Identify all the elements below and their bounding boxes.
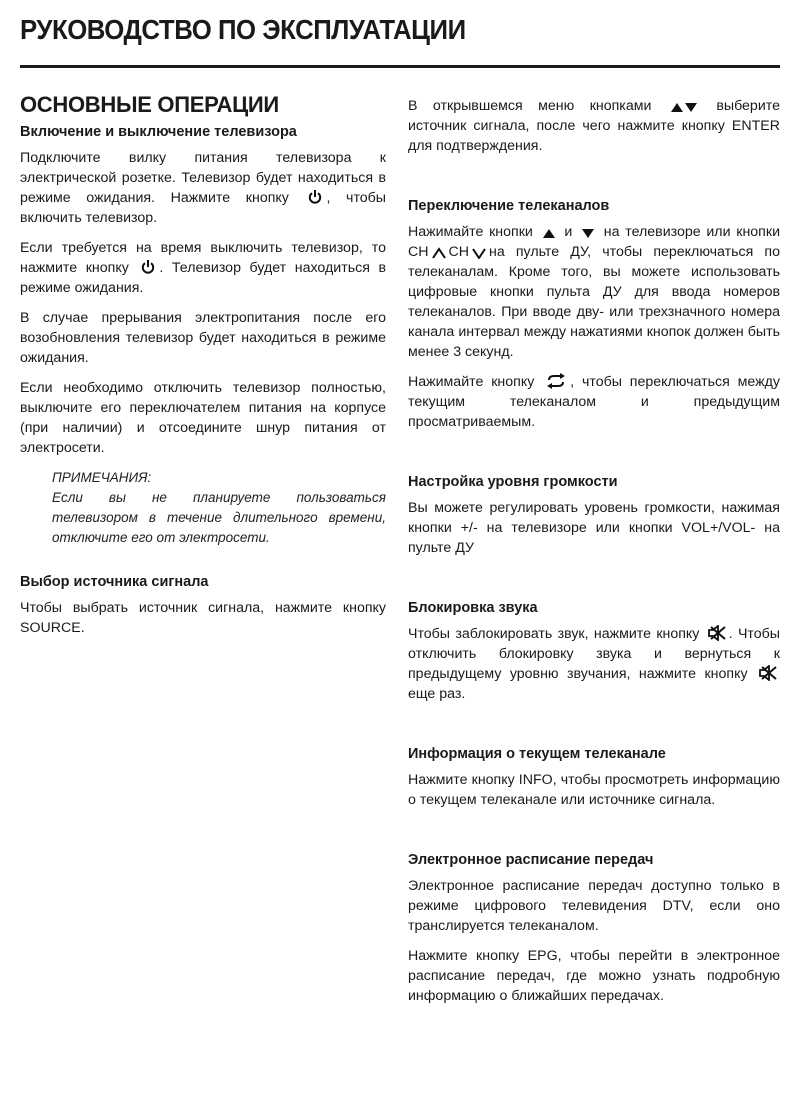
mute-heading: Блокировка звука xyxy=(408,600,538,616)
power-paragraph-3: В случае прерывания электропитания после его возобновления телевизор будет находиться в режиме ожидания. xyxy=(20,310,386,366)
mute-paragraph-1: Чтобы заблокировать звук, нажмите кнопку . Чтобы отключить блокировку звука и вернуться к предыдущему уровню звучания, нажмите кнопку еще раз. xyxy=(408,626,780,702)
info-paragraph-1: Нажмите кнопку INFO, чтобы просмотреть информацию о текущем телеканале или источнике сигнала. xyxy=(408,772,780,808)
title-rule xyxy=(20,65,780,68)
note-block xyxy=(20,468,386,548)
note-text: Если вы не планируете пользоваться телевизором в течение длительного времени, отключите его от электросети. xyxy=(52,490,386,545)
epg-paragraph-1: Электронное расписание передач доступно только в режиме цифрового телевидения DTV, если оно транслируется телеканалом. xyxy=(408,878,780,934)
source-paragraph-1: Чтобы выбрать источник сигнала, нажмите кнопку SOURCE. xyxy=(20,600,386,636)
arrow-up-icon xyxy=(542,227,556,239)
info-heading: Информация о текущем телеканале xyxy=(408,746,666,762)
power-icon xyxy=(140,259,156,275)
page-title: РУКОВОДСТВО ПО ЭКСПЛУАТАЦИИ xyxy=(20,14,466,45)
left-column xyxy=(20,92,386,648)
volume-paragraph-1: Вы можете регулировать уровень громкости, нажимая кнопки +/- на телевизоре или кнопки VOL+/VOL- на пульте ДУ xyxy=(408,500,780,556)
power-paragraph-4: Если необходимо отключить телевизор полностью, выключите его переключателем питания на корпусе (при наличии) и отсоедините шнур питания от электросети. xyxy=(20,380,386,456)
arrow-up-down-icon xyxy=(670,101,698,113)
epg-paragraph-2: Нажмите кнопку EPG, чтобы перейти в электронное расписание передач, где можно узнать подробную информацию о ближайших передачах. xyxy=(408,948,780,1004)
source-paragraph-2: В открывшемся меню кнопками выберите источник сигнала, после чего нажмите кнопку ENTER для подтверждения. xyxy=(408,98,780,154)
channels-heading: Переключение телеканалов xyxy=(408,198,610,214)
source-heading: Выбор источника сигнала xyxy=(20,574,209,590)
channels-paragraph-1: Нажимайте кнопки и на телевизоре или кнопки CH CH на пульте ДУ, чтобы переключаться по телеканалам. Кроме того, вы можете использовать цифровые кнопки пульта ДУ для ввода номеров телеканалов. При вводе дву- или трехзначного номера канала интервал между нажатиями кнопок должен быть менее 3 секунд. xyxy=(408,224,780,360)
power-heading: Включение и выключение телевизора xyxy=(20,124,297,140)
chevron-up-icon xyxy=(432,247,446,259)
recall-icon xyxy=(545,373,567,389)
volume-heading: Настройка уровня громкости xyxy=(408,474,618,490)
mute-icon xyxy=(759,665,777,681)
power-paragraph-2: Если требуется на время выключить телевизор, то нажмите кнопку . Телевизор будет находиться в режиме ожидания. xyxy=(20,240,386,296)
channels-paragraph-2: Нажимайте кнопку , чтобы переключаться между текущим телеканалом и предыдущим просматриваемым. xyxy=(408,374,780,430)
arrow-down-icon xyxy=(581,227,595,239)
note-title: ПРИМЕЧАНИЯ: xyxy=(52,470,152,485)
section-title: ОСНОВНЫЕ ОПЕРАЦИИ xyxy=(20,92,279,117)
power-icon xyxy=(307,189,323,205)
right-column xyxy=(408,96,780,1016)
mute-icon xyxy=(708,625,726,641)
power-paragraph-1: Подключите вилку питания телевизора к электрической розетке. Телевизор будет находиться в режиме ожидания. Нажмите кнопку , чтобы включить телевизор. xyxy=(20,150,386,226)
chevron-down-icon xyxy=(472,247,486,259)
epg-heading: Электронное расписание передач xyxy=(408,852,654,868)
